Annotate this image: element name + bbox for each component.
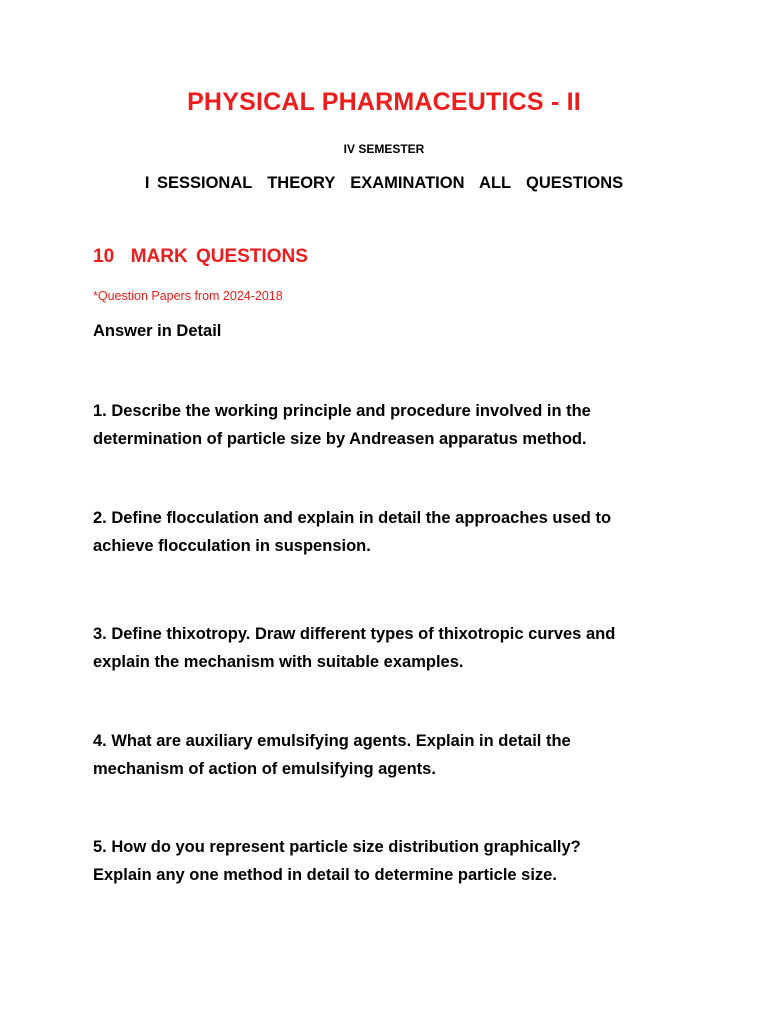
semester-label: IV SEMESTER	[343, 142, 425, 156]
exam-subtitle: I SESSIONAL THEORY EXAMINATION ALL QUESTIONS	[144, 174, 624, 192]
question-2-line-1: 2. Define flocculation and explain in detail the approaches used to	[93, 509, 612, 527]
instruction-text: Answer in Detail	[93, 322, 222, 340]
section-heading: 10 MARK QUESTIONS	[93, 246, 308, 267]
question-3-line-1: 3. Define thixotropy. Draw different types of thixotropic curves and	[93, 625, 616, 643]
question-5-line-2: Explain any one method in detail to determine particle size.	[93, 866, 557, 884]
question-5	[93, 833, 693, 889]
question-2-line-2: achieve flocculation in suspension.	[93, 537, 371, 555]
question-1	[93, 397, 693, 453]
question-4	[93, 727, 693, 783]
document-title: PHYSICAL PHARMACEUTICS - II	[187, 88, 581, 116]
question-4-line-2: mechanism of action of emulsifying agents.	[93, 760, 436, 778]
papers-note: *Question Papers from 2024-2018	[93, 289, 283, 303]
question-1-line-2: determination of particle size by Andreasen apparatus method.	[93, 430, 587, 448]
question-5-line-1: 5. How do you represent particle size distribution graphically?	[93, 838, 581, 856]
question-3	[93, 620, 693, 676]
question-1-line-1: 1. Describe the working principle and procedure involved in the	[93, 402, 591, 420]
question-3-line-2: explain the mechanism with suitable examples.	[93, 653, 464, 671]
question-4-line-1: 4. What are auxiliary emulsifying agents. Explain in detail the	[93, 732, 571, 750]
question-2	[93, 504, 693, 560]
